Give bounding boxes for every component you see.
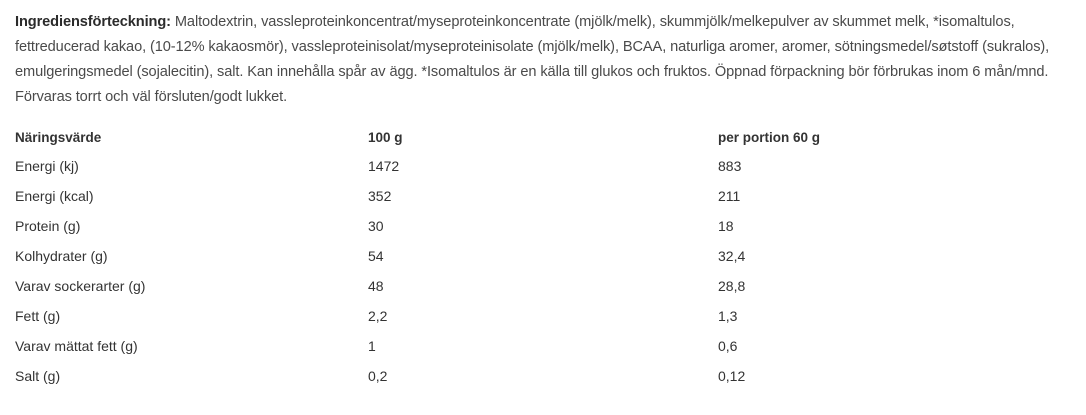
nutrition-table [15,124,1075,392]
nutrition-header-row [15,124,1075,152]
value-per-100g: 54 [368,248,384,264]
value-per-portion: 211 [718,188,741,204]
table-row [15,242,1075,272]
value-per-100g: 1472 [368,158,400,174]
ingredients-text: Maltodextrin, vassleproteinkoncentrat/myseproteinkoncentrate (mjölk/melk), skummjölk/melkepulver av skummet melk, *isomaltulos, fettreducerad kakao, (10-12% kakaosmör), vassleproteinisolat/myseproteinisolate (mjölk/melk), BCAA, naturliga aromer, aromer, sötningsmedel/søtstoff (sukralos), emulgeringsmedel (sojalecitin), salt. Kan innehålla spår av ägg. *Isomaltulos är en källa till glukos och fruktos. Öppnad förpackning bör förbrukas inom 6 mån/mnd. Förvaras torrt och väl försluten/godt lukket. [15,14,1050,105]
value-per-portion: 1,3 [718,308,738,324]
table-row [15,362,1075,392]
table-row [15,332,1075,362]
nutrient-name: Fett (g) [15,308,61,324]
nutrient-name: Kolhydrater (g) [15,248,108,264]
value-per-portion: 883 [718,158,742,174]
table-row [15,272,1075,302]
nutrient-name: Salt (g) [15,368,61,384]
table-row [15,182,1075,212]
value-per-portion: 32,4 [718,248,746,264]
nutrient-name: Energi (kj) [15,158,79,174]
value-per-portion: 0,6 [718,338,738,354]
header-per-100g: 100 g [368,130,403,145]
header-nutrient: Näringsvärde [15,130,102,145]
nutrient-name: Energi (kcal) [15,188,94,204]
nutrient-name: Varav sockerarter (g) [15,278,146,294]
value-per-portion: 18 [718,218,734,234]
nutrient-name: Varav mättat fett (g) [15,338,138,354]
value-per-100g: 352 [368,188,392,204]
value-per-100g: 0,2 [368,368,388,384]
table-row [15,152,1075,182]
table-row [15,212,1075,242]
table-row [15,302,1075,332]
nutrient-name: Protein (g) [15,218,81,234]
header-per-portion: per portion 60 g [718,130,821,145]
value-per-100g: 48 [368,278,384,294]
value-per-100g: 2,2 [368,308,388,324]
value-per-100g: 30 [368,218,384,234]
ingredients-label: Ingrediensförteckning: [15,14,171,30]
value-per-portion: 0,12 [718,368,746,384]
ingredients-paragraph [15,10,1073,110]
value-per-100g: 1 [368,338,376,354]
value-per-portion: 28,8 [718,278,746,294]
